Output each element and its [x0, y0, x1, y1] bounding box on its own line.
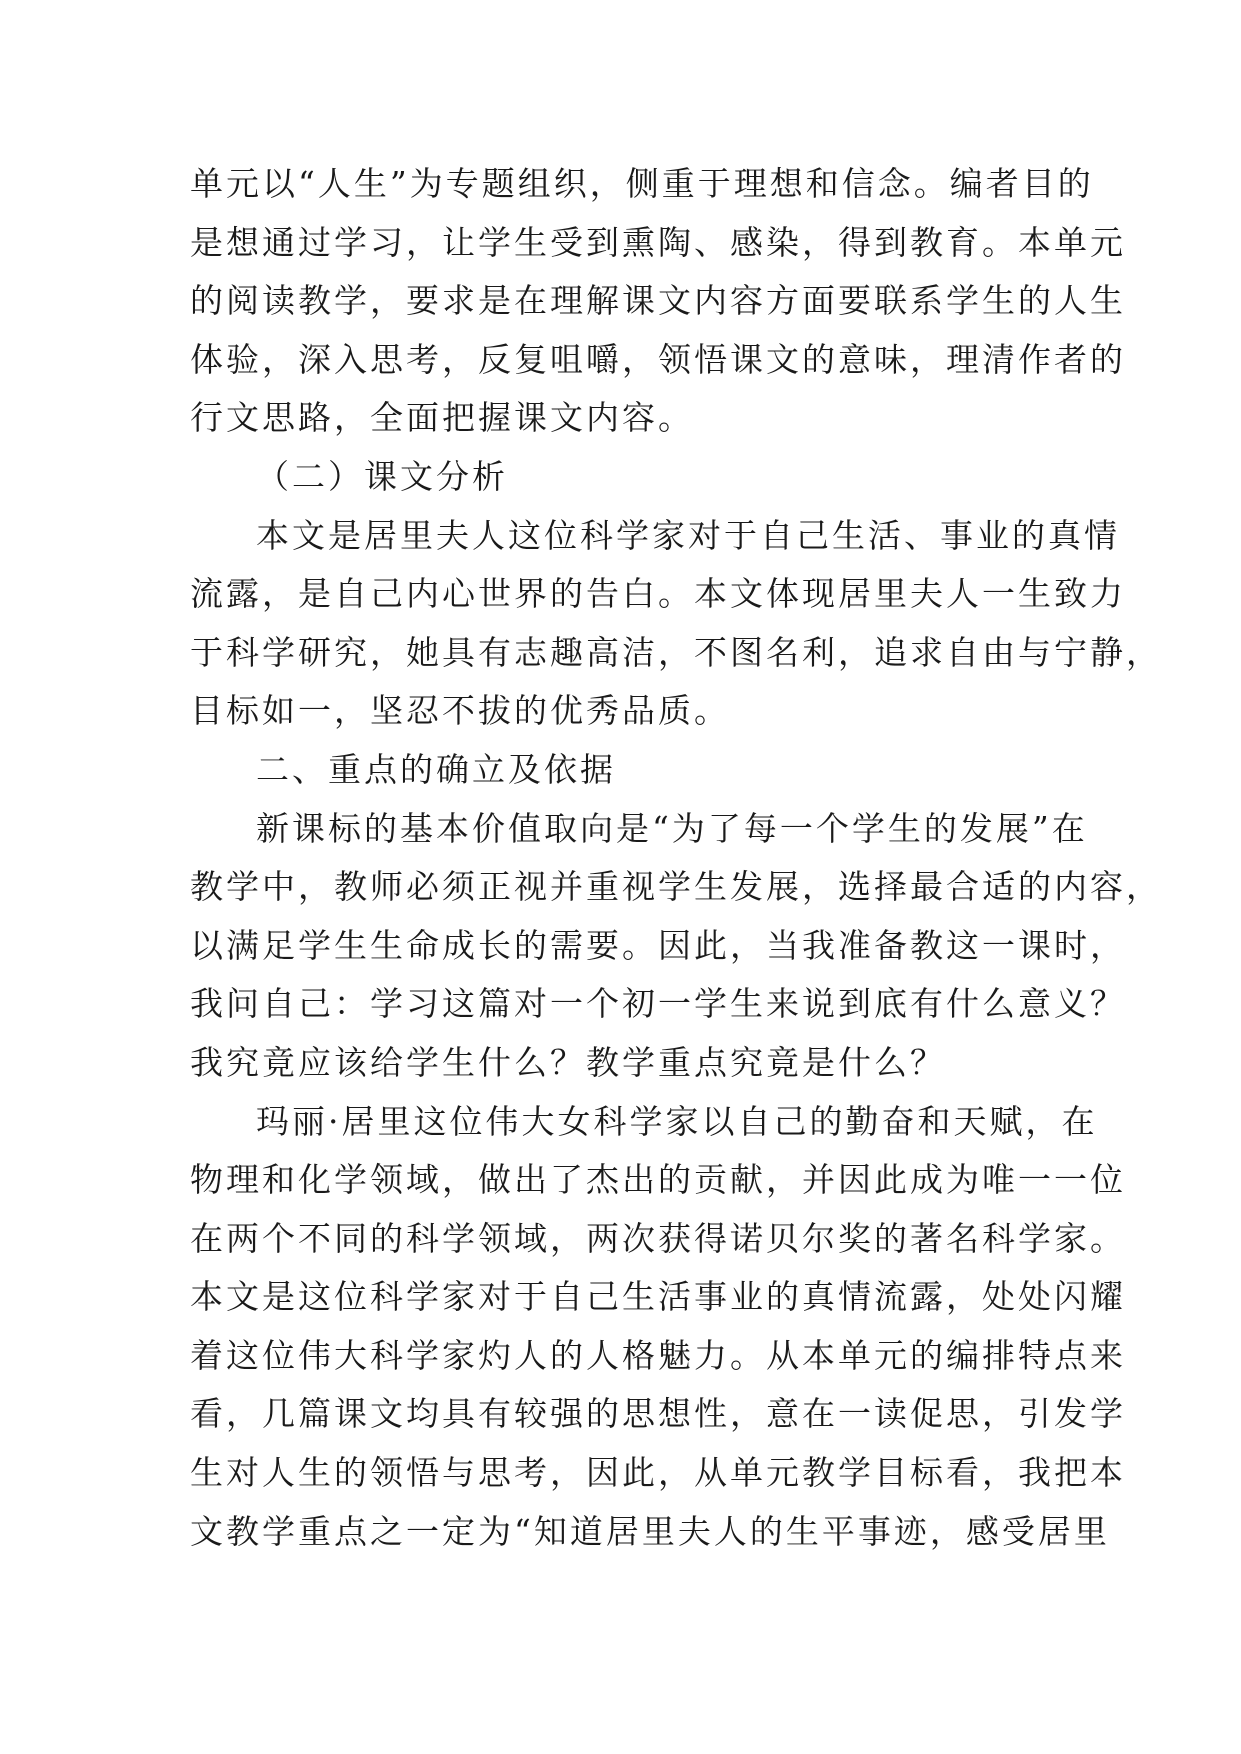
text-line: 玛丽·居里这位伟大女科学家以自己的勤奋和天赋，在: [256, 1101, 1098, 1141]
text-line: 在两个不同的科学领域，两次获得诺贝尔奖的著名科学家。: [190, 1218, 1126, 1258]
text-line: 流露，是自己内心世界的告白。本文体现居里夫人一生致力: [190, 574, 1126, 614]
text-line: 以满足学生生命成长的需要。因此，当我准备教这一课时，: [190, 925, 1126, 965]
text-line: 目标如一，坚忍不拔的优秀品质。: [190, 691, 730, 731]
section-heading: （二）课文分析: [256, 456, 508, 496]
section-heading: 二、重点的确立及依据: [256, 749, 616, 789]
text-line: 本文是居里夫人这位科学家对于自己生活、事业的真情: [256, 515, 1120, 555]
text-line: 我问自己：学习这篇对一个初一学生来说到底有什么意义？: [190, 984, 1126, 1024]
text-line: 行文思路，全面把握课文内容。: [190, 398, 694, 438]
body-text: [190, 155, 1162, 1561]
text-line: 着这位伟大科学家灼人的人格魅力。从本单元的编排特点来: [190, 1335, 1126, 1375]
text-line: 的阅读教学，要求是在理解课文内容方面要联系学生的人生: [190, 281, 1126, 321]
text-line: 是想通过学习，让学生受到熏陶、感染，得到教育。本单元: [190, 222, 1126, 262]
text-line: 物理和化学领域，做出了杰出的贡献，并因此成为唯一一位: [190, 1160, 1126, 1200]
text-line: 文教学重点之一定为“知道居里夫人的生平事迹，感受居里: [190, 1511, 1110, 1551]
text-line: 我究竟应该给学生什么？教学重点究竟是什么？: [190, 1042, 946, 1082]
text-line: 新课标的基本价值取向是“为了每一个学生的发展”在: [256, 808, 1088, 848]
text-line: 教学中，教师必须正视并重视学生发展，选择最合适的内容，: [190, 867, 1162, 907]
text-line: 本文是这位科学家对于自己生活事业的真情流露，处处闪耀: [190, 1277, 1126, 1317]
text-line: 于科学研究，她具有志趣高洁，不图名利，追求自由与宁静，: [190, 632, 1162, 672]
text-line: 生对人生的领悟与思考，因此，从单元教学目标看，我把本: [190, 1453, 1126, 1493]
text-line: 单元以“人生”为专题组织，侧重于理想和信念。编者目的: [190, 164, 1094, 203]
text-line: 体验，深入思考，反复咀嚼，领悟课文的意味，理清作者的: [190, 339, 1126, 379]
text-line: 看，几篇课文均具有较强的思想性，意在一读促思，引发学: [190, 1394, 1126, 1434]
